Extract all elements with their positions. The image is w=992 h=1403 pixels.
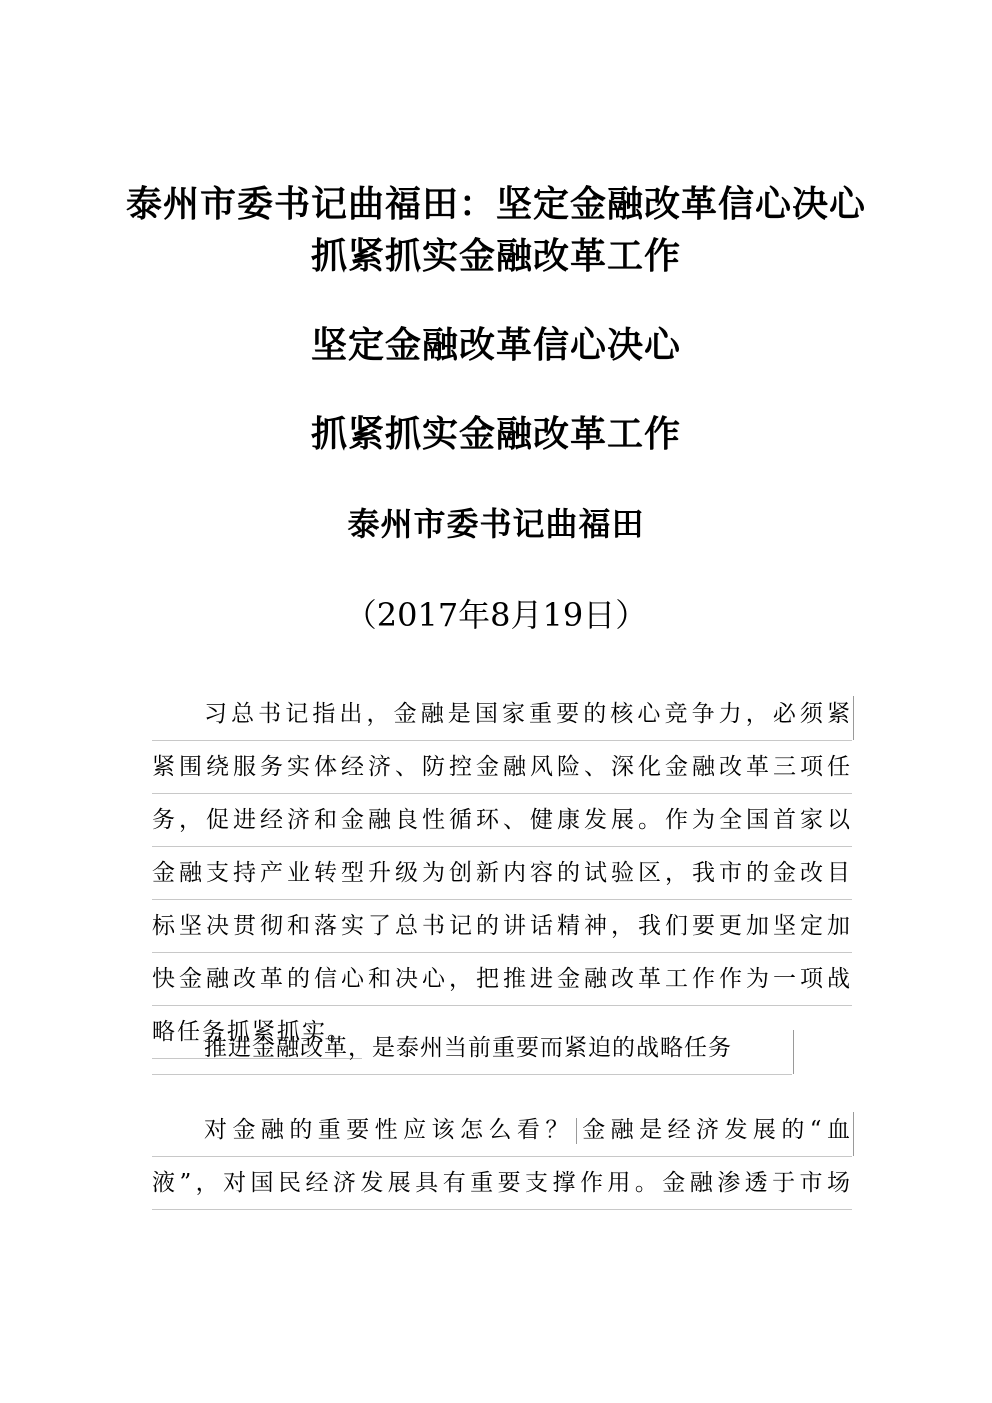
edit-marker xyxy=(576,1118,577,1144)
speech-date: （2017年8月19日） xyxy=(344,596,648,634)
paragraph-line: 紧围绕服务实体经济、防控金融风险、深化金融改革三项任 xyxy=(152,741,852,794)
paragraph-1 xyxy=(152,688,852,1059)
paragraph-line: 略任务抓紧抓实。 xyxy=(152,1006,362,1059)
subtitle-line-1: 坚定金融改革信心决心 xyxy=(310,324,681,366)
title-line-1: 泰州市委书记曲福田：坚定金融改革信心决心 xyxy=(125,183,866,225)
paragraph-line: 液”，对国民经济发展具有重要支撑作用。金融渗透于市场 xyxy=(152,1157,852,1210)
author-name: 泰州市委书记曲福田 xyxy=(347,505,645,543)
section-heading-text: 推进金融改革，是泰州当前重要而紧迫的战略任务 xyxy=(152,1022,792,1075)
paragraph-2-statement: 金融是经济发展的“血 xyxy=(578,1117,853,1143)
paragraph-line: 标坚决贯彻和落实了总书记的讲话精神，我们要更加坚定加 xyxy=(152,900,852,953)
paragraph-line: 金融支持产业转型升级为创新内容的试验区，我市的金改目 xyxy=(152,847,852,900)
paragraph-2-question: 对金融的重要性应该怎么看？ xyxy=(204,1117,574,1143)
document-title xyxy=(0,178,992,282)
paragraph-2 xyxy=(152,1104,852,1210)
section-heading xyxy=(152,1022,792,1075)
paragraph-line: 务，促进经济和金融良性循环、健康发展。作为全国首家以 xyxy=(152,794,852,847)
subtitle-line-2: 抓紧抓实金融改革工作 xyxy=(310,413,681,455)
title-line-2: 抓紧抓实金融改革工作 xyxy=(310,235,681,277)
paragraph-line: 快金融改革的信心和决心，把推进金融改革工作作为一项战 xyxy=(152,953,852,1006)
paragraph-line xyxy=(152,1104,852,1157)
paragraph-line: 习总书记指出，金融是国家重要的核心竞争力，必须紧 xyxy=(152,688,852,741)
